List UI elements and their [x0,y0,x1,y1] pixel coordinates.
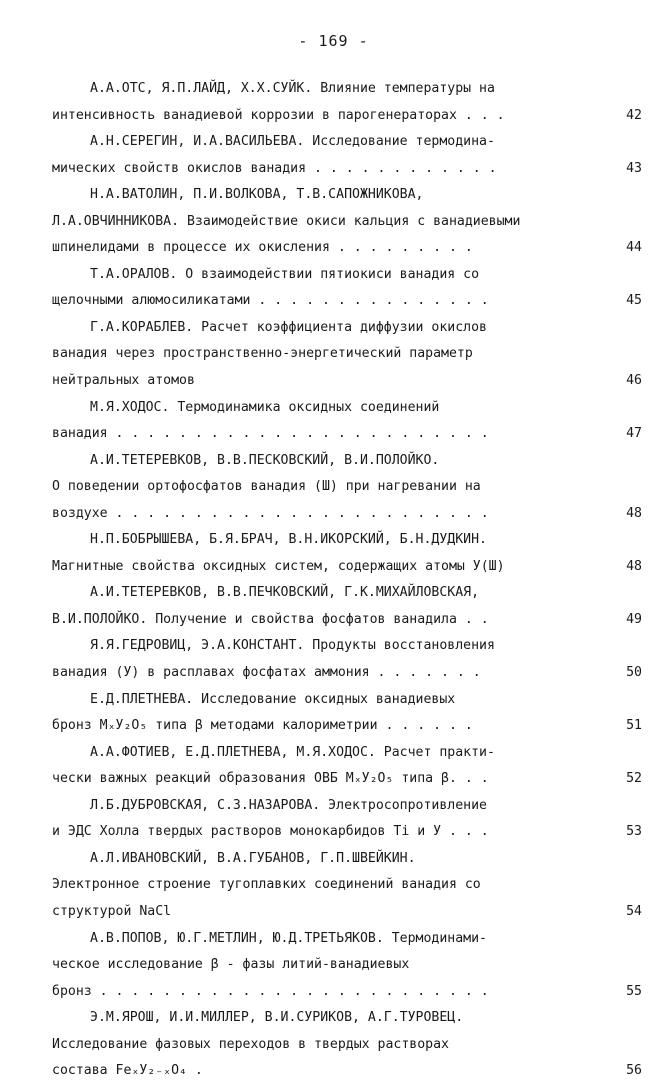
toc-entry-line [52,1032,642,1059]
toc-entry-line [52,129,642,156]
entry-authors-title: Н.П.БОБРЫШЕВА, Б.Я.БРАЧ, В.Н.ИКОРСКИЙ, Б.Н.ДУДКИН. [90,532,487,548]
toc-entry-line [52,474,642,501]
entry-authors-title: А.Л.ИВАНОВСКИЙ, В.А.ГУБАНОВ, Г.П.ШВЕЙКИН. [90,850,416,866]
entry-page-number: 56 [626,1063,642,1079]
toc-entry-line [52,580,642,607]
entry-title-continuation: Исследование фазовых переходов в твердых растворах [52,1036,449,1052]
toc-entry [52,1005,642,1085]
entry-title-continuation: ванадия . . . . . . . . . . . . . . . . . . . . . . . . [52,426,489,442]
toc-entry [52,793,642,846]
entry-authors-title: Т.А.ОРАЛОВ. О взаимодействии пятиокиси ванадия со [90,266,480,282]
entry-page-number: 42 [626,107,642,123]
entry-title-continuation: шпинелидами в процессе их окисления . . . . . . . . . [52,240,473,256]
toc-entry-line [52,209,642,236]
entry-title-continuation: воздухе . . . . . . . . . . . . . . . . . . . . . . . . [52,505,489,521]
entry-title-continuation: бронз . . . . . . . . . . . . . . . . . . . . . . . . . [52,983,489,999]
entry-title-continuation: структурой NaCl [52,903,172,919]
entry-authors-title: Н.А.ВАТОЛИН, П.И.ВОЛКОВА, Т.В.САПОЖНИКОВА, [90,187,424,203]
toc-entry [52,395,642,448]
toc-entry [52,740,642,793]
toc-entry [52,846,642,926]
toc-entry-line [52,368,642,395]
entry-title-continuation: нейтральных атомов [52,373,195,389]
entry-title-continuation: щелочными алюмосиликатами . . . . . . . . . . . . . . . [52,293,489,309]
entry-page-number: 50 [626,665,642,681]
toc-entry-line [52,448,642,475]
entry-title-continuation: Л.А.ОВЧИННИКОВА. Взаимодействие окиси кальция с ванадиевыми [52,213,521,229]
entry-authors-title: М.Я.ХОДОС. Термодинамика оксидных соединений [90,399,440,415]
toc-entry [52,182,642,262]
toc-entry-line [52,527,642,554]
entry-page-number: 45 [626,293,642,309]
toc-entry-line [52,421,642,448]
entry-page-number: 48 [626,505,642,521]
toc-entry-line [52,1058,642,1085]
toc-entry-line [52,926,642,953]
entry-title-continuation: Магнитные свойства оксидных систем, содержащих атомы У(Ш) [52,558,505,574]
toc-entry [52,687,642,740]
toc-entry-line [52,235,642,262]
page-number: - 169 - [298,32,369,50]
table-of-contents [52,76,642,1085]
toc-entry [52,448,642,528]
toc-entry [52,580,642,633]
toc-entry-line [52,395,642,422]
entry-title-continuation: ванадия (У) в расплавах фосфатах аммония . . . . . . . [52,665,481,681]
entry-page-number: 46 [626,373,642,389]
toc-entry-line [52,182,642,209]
entry-authors-title: А.А.ФОТИЕВ, Е.Д.ПЛЕТНЕВА, М.Я.ХОДОС. Расчет практи- [90,744,495,760]
entry-title-continuation: ванадия через пространственно-энергетический параметр [52,346,473,362]
toc-entry-line [52,554,642,581]
entry-page-number: 55 [626,983,642,999]
toc-entry-line [52,819,642,846]
toc-entry-line [52,793,642,820]
entry-authors-title: А.И.ТЕТЕРЕВКОВ, В.В.ПЕСКОВСКИЙ, В.И.ПОЛОЙКО. [90,452,440,468]
toc-entry [52,926,642,1006]
entry-page-number: 53 [626,824,642,840]
toc-entry-line [52,103,642,130]
entry-page-number: 44 [626,240,642,256]
toc-entry [52,527,642,580]
toc-entry [52,129,642,182]
toc-entry-line [52,501,642,528]
toc-entry-line [52,952,642,979]
toc-entry-line [52,288,642,315]
entry-page-number: 43 [626,160,642,176]
entry-authors-title: Е.Д.ПЛЕТНЕВА. Исследование оксидных ванадиевых [90,691,456,707]
toc-entry-line [52,766,642,793]
entry-authors-title: А.И.ТЕТЕРЕВКОВ, В.В.ПЕЧКОВСКИЙ, Г.К.МИХАЙЛОВСКАЯ, [90,585,480,601]
entry-page-number: 51 [626,718,642,734]
toc-entry-line [52,156,642,183]
toc-entry-line [52,660,642,687]
entry-page-number: 47 [626,426,642,442]
entry-page-number: 52 [626,771,642,787]
entry-page-number: 54 [626,903,642,919]
entry-title-continuation: бронз MₓУ₂O₅ типа β методами калориметрии . . . . . . [52,718,473,734]
toc-entry-line [52,713,642,740]
entry-authors-title: Г.А.КОРАБЛЕВ. Расчет коэффициента диффузии окислов [90,319,487,335]
toc-entry [52,262,642,315]
entry-title-continuation: чески важных реакций образования ОВБ MₓУ₂O₅ типа β. . . [52,771,489,787]
entry-title-continuation: Электронное строение тугоплавких соединений ванадия со [52,877,481,893]
toc-entry-line [52,687,642,714]
entry-authors-title: Л.Б.ДУБРОВСКАЯ, С.З.НАЗАРОВА. Электросопротивление [90,797,487,813]
toc-entry-line [52,1005,642,1032]
entry-title-continuation: и ЭДС Холла твердых растворов монокарбидов Ti и У . . . [52,824,489,840]
toc-entry-line [52,740,642,767]
toc-entry-line [52,846,642,873]
entry-title-continuation: О поведении ортофосфатов ванадия (Ш) при нагревании на [52,479,481,495]
toc-entry-line [52,76,642,103]
toc-entry-line [52,899,642,926]
entry-title-continuation: состава FeₓУ₂₋ₓO₄ . [52,1063,203,1079]
entry-page-number: 49 [626,611,642,627]
toc-entry [52,76,642,129]
entry-authors-title: А.Н.СЕРЕГИН, И.А.ВАСИЛЬЕВА. Исследование термодина- [90,134,495,150]
entry-title-continuation: ческое исследование β - фазы литий-ванадиевых [52,957,410,973]
entry-authors-title: Э.М.ЯРОШ, И.И.МИЛЛЕР, В.И.СУРИКОВ, А.Г.ТУРОВЕЦ. [90,1010,464,1026]
entry-title-continuation: интенсивность ванадиевой коррозии в парогенераторах . . . [52,107,505,123]
entry-authors-title: Я.Я.ГЕДРОВИЦ, Э.А.КОНСТАНТ. Продукты восстановления [90,638,495,654]
toc-entry-line [52,341,642,368]
entry-title-continuation: В.И.ПОЛОЙКО. Получение и свойства фосфатов ванадила . . [52,611,489,627]
toc-entry [52,315,642,395]
toc-entry-line [52,315,642,342]
toc-entry-line [52,979,642,1006]
toc-entry-line [52,633,642,660]
toc-entry-line [52,607,642,634]
toc-entry-line [52,262,642,289]
entry-page-number: 48 [626,558,642,574]
entry-title-continuation: мических свойств окислов ванадия . . . . . . . . . . . . [52,160,497,176]
toc-entry [52,633,642,686]
toc-entry-line [52,872,642,899]
entry-authors-title: А.В.ПОПОВ, Ю.Г.МЕТЛИН, Ю.Д.ТРЕТЬЯКОВ. Термодинами- [90,930,487,946]
entry-authors-title: А.А.ОТС, Я.П.ЛАЙД, Х.Х.СУЙК. Влияние температуры на [90,81,495,96]
